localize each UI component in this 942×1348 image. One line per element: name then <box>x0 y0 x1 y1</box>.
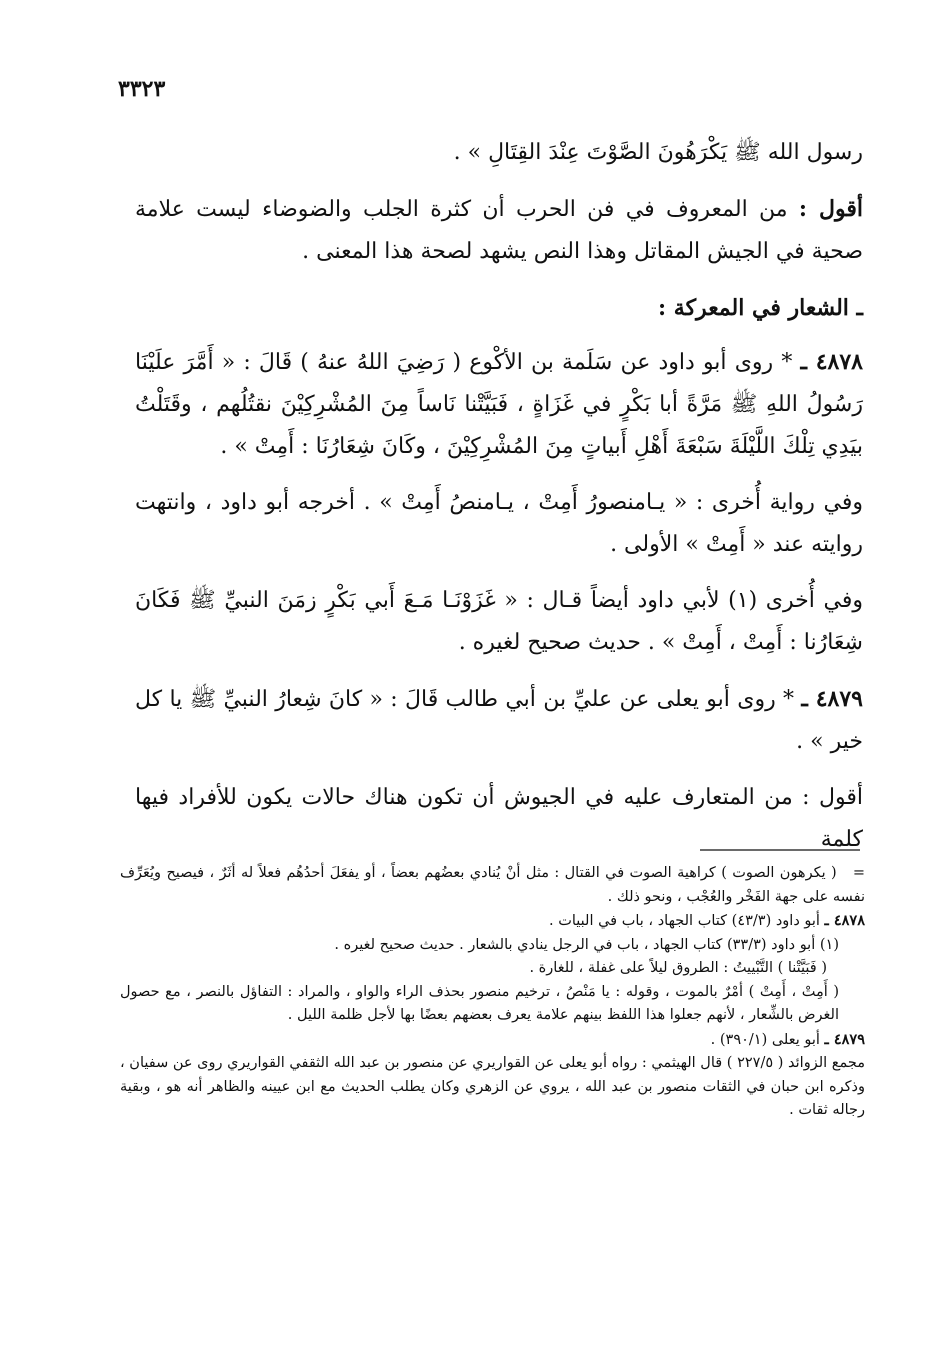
comment-text: من المعروف في فن الحرب أن كثرة الجلب والضوضاء ليست علامة صحية في الجيش المقاتل وهذا النص يشهد لصحة هذا المعنى . <box>135 197 863 264</box>
footnotes <box>120 862 865 1123</box>
hadith-text: * روى أبو داود عن سَلَمة بن الأكْوع ( رَضِيَ اللهُ عنهُ ) قَالَ : « أَمَّرَ علَيْنَا رَسُولُ اللهِ ﷺ مَرَّةً أبا بَكْرٍ في غَزَاةٍ ، فَبَيَّتْنا نَاساً مِنَ المُشْرِكِيْنَ نقتُلُهم ، وقَتَلْتُ بيَدِي تِلْكَ اللَّيْلَةَ سَبْعَةَ أَهْلِ أَبياتٍ مِنَ المُشْرِكِيْنَ ، وكَانَ شِعَارُنَا : أَمِتْ » . <box>135 350 863 459</box>
paragraph-quote-end: رسول الله ﷺ يَكْرَهُونَ الصَّوْتَ عِنْدَ القِتَالِ » . <box>453 140 863 165</box>
footnote-tabyeet: ( فَبَيَّتْنا ) التَّبْييتُ : الطروق ليلاً على غفلة ، للغارة . <box>529 960 827 976</box>
comment-label: أقول : <box>798 196 863 222</box>
page-number: ٣٣٢٣ <box>118 76 166 102</box>
hadith-number: ٤٨٧٨ ـ <box>800 349 863 375</box>
paragraph-comment-2: أقول : من المتعارف عليه في الجيوش أن تكون هناك حالات يكون للأفراد فيها كلمة <box>135 785 863 852</box>
footnote-1: (١) أبو داود (٣٣/٣) كتاب الجهاد ، باب في الرجل ينادي بالشعار . حديث صحيح لغيره . <box>334 936 839 953</box>
continuation-mark: = <box>852 865 865 881</box>
hadith-number: ٤٨٧٩ ـ <box>801 686 863 712</box>
footnote-4879: ٤٨٧٩ ـ أبو يعلى (٣٩٠/١) . <box>710 1030 865 1048</box>
footnote-4878: ٤٨٧٨ ـ أبو داود (٤٣/٣) كتاب الجهاد ، باب في البيات . <box>549 912 865 929</box>
hadith-text: * روى أبو يعلى عن عليِّ بن أبي طالب قَالَ : « كانَ شِعارُ النبيِّ ﷺ يا كل خير » . <box>135 687 863 754</box>
section-heading: ـ الشعار في المعركة : <box>658 295 863 321</box>
footnote-amit: ( أَمِتْ ، أَمِتْ ) أمْرٌ بالموت ، وقوله : يا مَنْصُ ، ترخيم منصور بحذف الراء والواو ، والمراد : التفاؤل بالنصر ، مع حصول الغرض بالشِّعار ، لأنهم جعلوا هذا اللفظ بينهم علامة يعرف بعضهم بعضًا بها لأجل ظلمة الليل . <box>120 983 839 1023</box>
footnote-majma: مجمع الزوائد ( ٢٢٧/٥ ) قال الهيثمي : رواه أبو يعلى عن القواريري عن منصور بن عبد الله الثقفي القواريري روى عن سفيان ، وذكره ابن حبان في الثقات منصور بن عبد الله ، يروي عن الزهري وكان يطلب الحديث مع ابن عيينه والظاهر أنه هو ، وبقية رجاله ثقات . <box>120 1055 865 1118</box>
paragraph-other-narration: وفي رواية أُخرى : « يـامنصورُ أَمِتْ ، يـامنصُ أَمِتْ » . أخرجه أبو داود ، وانتهت روايته عند « أَمِتْ » الأولى . <box>135 490 863 557</box>
paragraph-abu-dawud: وفي أُخرى (١) لأبي داود أيضاً قـال : « غَزَوْنَـا مَـعَ أَبي بَكْرٍ زمَنَ النبيِّ ﷺ فَكَانَ شِعَارُنا : أَمِتْ ، أَمِتْ » . حديث صحيح لغيره . <box>135 588 863 655</box>
footnote-vocab: = ( يكرهون الصوت ) كراهية الصوت في القتال : مثل أنْ يُنادي بعضُهم بعضاً ، أو يفعَلَ أحدُهُم فعلاً له أثَرٌ ، فيصيح ويُعَرِّف نفسه على جهة الفَخْر والعُجْب ، ونحو ذلك . <box>120 865 865 905</box>
